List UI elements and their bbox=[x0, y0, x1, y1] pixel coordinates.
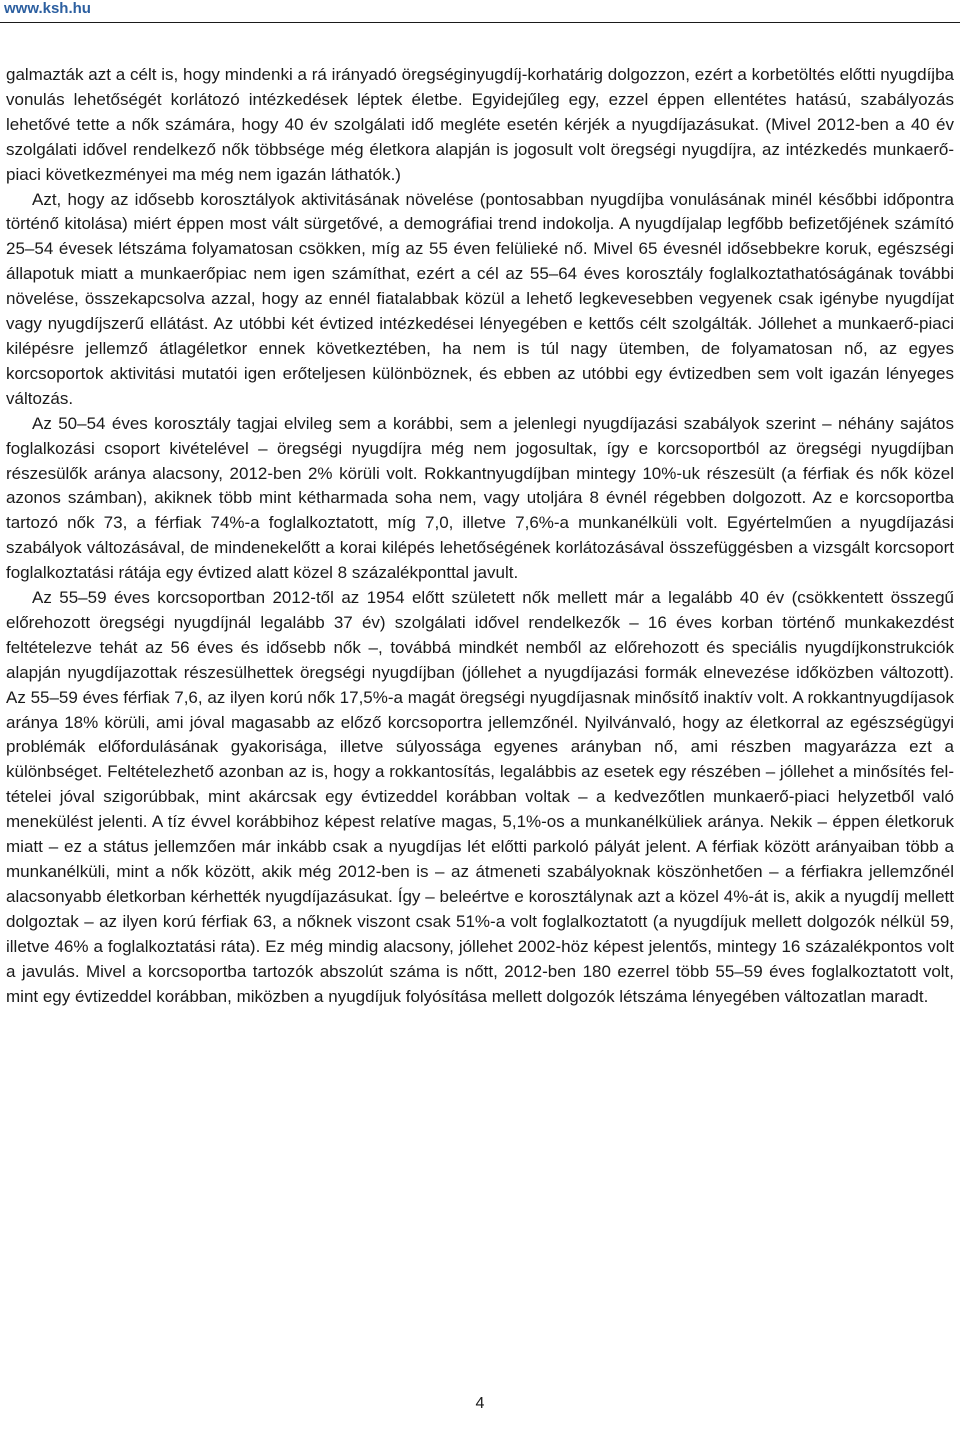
body-paragraph: Az 55–59 éves korcsoportban 2012-től az 1954 előtt született nők mellett már a legalább 40 év (csökkentett összegű előrehozott öregségi nyugdíjnál legalább 37 év) szolgálati idővel rendelkezők – 16 éves korban történő munkakezdést feltételezve tehát az 56 éves és idősebb nők –, továbbá mindkét nemből az előrehozott és speciális nyugdíjkonstrukciók alapján nyugdíjazottak részesülhettek öregségi nyugdíjban (jóllehet a nyugdíjazási formák elnevezése időközben változott). Az 55–59 éves férfiak 7,6, az ilyen korú nők 17,5%-a magát öregségi nyugdíjasnak minősítő inaktív volt. A rokkantnyugdíjasok aránya 18% körüli, ami jóval magasabb az előző korcsoportra jellemzőnél. Nyilvánvaló, hogy az életkorral az egészségügyi problémák előfordulásának gyakorisága, illetve súlyossága egyenes arányban nő, ami részben magyarázza ezt a különbséget. Feltételezhető azonban az is, hogy a rokkantosítás, legalábbis az esetek egy részében – jóllehet a minősítés feltételei jóval szigorúbbak, mint akárcsak egy évtizeddel korábban voltak – a kedvezőtlen munkaerő-piaci helyzetből való menekülést jelenti. A tíz évvel korábbihoz képest relatíve magas, 5,1%-os a munkanélküliek aránya. Nekik – éppen életkoruk miatt – ez a státus jellemzően már inkább csak a nyugdíjas lét előtti parkoló pályát jelent. A férfiak között arányaiban több a munkanélküli, mint a nők között, akik még 2012-ben is – az átmeneti szabályoknak köszönhetően – a férfiakra jellemzőnél alacsonyabb életkorban kérhették nyugdíjazásukat. Így – beleértve e korosztálynak azt a közel 4%-át is, akik a nyugdíj mellett dolgoztak – az ilyen korú férfiak 63, a nőknek viszont csak 51%-a volt foglalkoztatott (a nyugdíjuk mellett dolgozók nélkül 59, illetve 46% a foglalkoztatási ráta). Ez még mindig alacsony, jóllehet 2002-höz képest jelentős, mintegy 16 százalékpontos volt a javulás. Mivel a korcsoportba tartozók abszolút száma is nőtt, 2012-ben 180 ezerrel több 55–59 éves foglalkoztatott volt, mint egy évtizeddel korábban, miközben a nyugdíjuk folyósítása mellett dolgozók létszáma lényegében változatlan maradt. bbox=[6, 588, 954, 1006]
site-url-link[interactable]: www.ksh.hu bbox=[4, 0, 91, 17]
header-divider bbox=[0, 22, 960, 23]
site-header bbox=[0, 0, 960, 24]
body-paragraph: Az 50–54 éves korosztály tagjai elvileg sem a korábbi, sem a jelenlegi nyugdíjazási szabályok szerint – néhány sajátos foglalkozási csoport kivételével – öregségi nyugdíjra még nem jogosultak, így e korcsoportból az öregségi nyugdíjban részesülők aránya alacsony, 2012-ben 2% körüli volt. Rokkantnyugdíjban mintegy 10%-uk részesült (a férfiak és nők közel azonos számban), akiknek több mint kétharmada soha nem, vagy utoljára 8 évnél régebben dolgozott. Az e korcsoportba tartozó nők 73, a férfiak 74%-a foglalkoztatott, míg 7,0, illetve 7,6%-a munkanélküli volt. Egyértelműen a nyugdíjazási szabályok változásával, de mindenekelőtt a korai kilépés lehetőségének korlátozásával összefüggésben a vizsgált korcsoport foglalkoztatási rátája egy évtized alatt közel 8 százalékponttal javult. bbox=[6, 413, 954, 583]
page-number: 4 bbox=[475, 1395, 485, 1412]
document-body bbox=[6, 63, 954, 1009]
body-paragraph: galmazták azt a célt is, hogy mindenki a rá irányadó öregséginyugdíj-korhatárig dolgozzon, ezért a korbetöltés előtti nyugdíjba vonulás lehetőségét korlátozó intézkedések léptek életbe. Egyidejűleg egy, ezzel éppen ellentétes hatású, szabályozás lehetővé tette a nők számára, hogy 40 év szolgálati idő megléte esetén kérjék a nyugdíjazásukat. (Mivel 2012-ben a 40 év szolgálati idővel rendelkező nők többsége még életkora alapján is jogosult volt öregségi nyugdíjra, az intézkedés munkaerő-piaci következményei ma még nem igazán láthatók.) bbox=[6, 65, 954, 184]
body-paragraph: Azt, hogy az idősebb korosztályok aktivitásának növelése (pontosabban nyugdíjba vonulásának minél későbbi időpontra történő kitolása) miért éppen most vált sürgetővé, a demográfiai trend indokolja. A nyugdíjalap legfőbb befizetőjének számító 25–54 évesek létszáma folyamatosan csökken, míg az 55 éven felülieké nő. Mivel 65 évesnél idősebbekre koruk, egészségi állapotuk miatt a munkaerőpiac nem igen számíthat, ezért a cél az 55–64 éves korosztály foglalkoztathatóságának további növelése, összekapcsolva azzal, hogy az ennél fiatalabbak közül a lehető legkevesebben vegyenek csak igénybe nyugdíjat vagy nyugdíjszerű ellátást. Az utóbbi két évtized intézkedései lényegében e kettős célt szolgálták. Jóllehet a munkaerő-piaci kilépésre jellemző átlagéletkor ennek következtében, ha nem is túl nagy ütemben, de folyamatosan nő, az egyes korcsoportok aktivitási mutatói igen erőteljesen különböznek, és ebben az utóbbi egy évtizedben sem volt igazán lényeges változás. bbox=[6, 189, 954, 408]
